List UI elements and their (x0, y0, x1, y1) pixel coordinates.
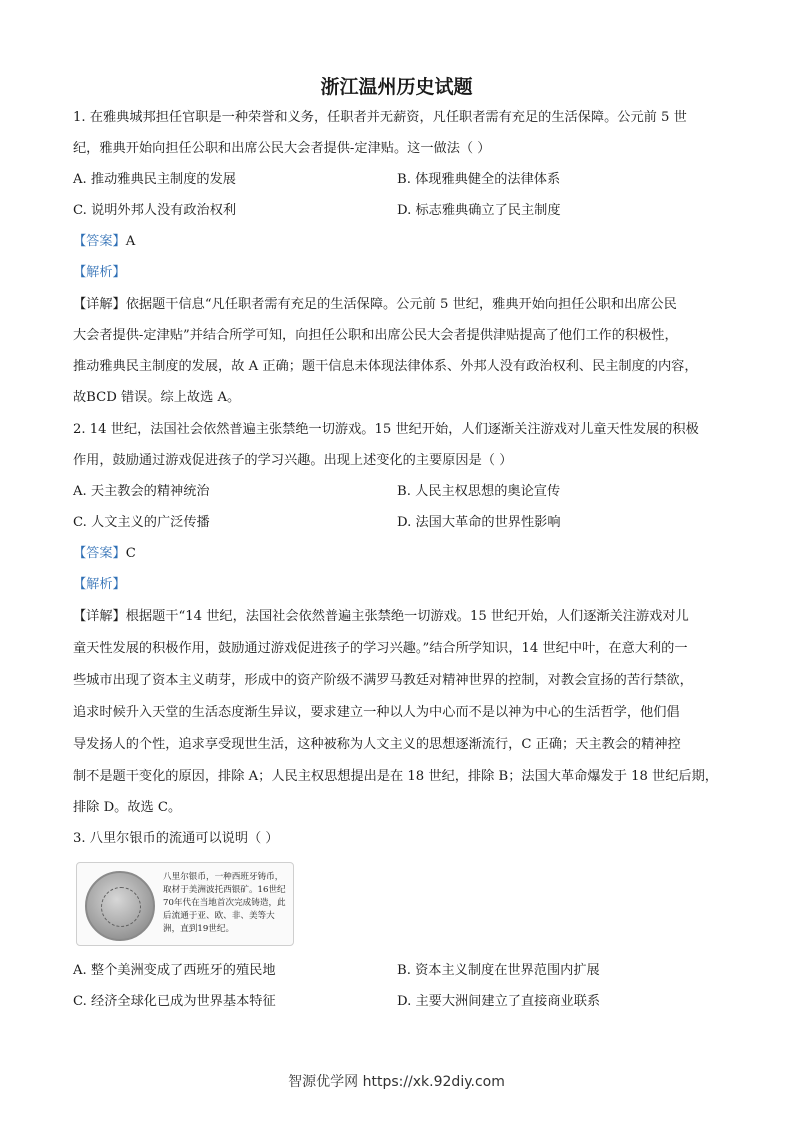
q2-answer (73, 545, 723, 563)
detail-tag: 【详解】 (73, 297, 126, 312)
q2-option-c: C. 人文主义的广泛传播 (73, 515, 210, 530)
detail-text: 依据题干信息“凡任职者需有充足的生活保障。公元前 5 世纪，雅典开始向担任公职和出席公民 (125, 297, 677, 312)
q2-detail-line-3: 些城市出现了资本主义萌芽，形成中的资产阶级不满罗马教廷对精神世界的控制，对教会宣扬的苦行禁欲， (73, 673, 693, 688)
answer-tag: 【答案】 (73, 234, 126, 249)
q1-detail-line-4: 故BCD 错误。综上故选 A。 (73, 390, 241, 405)
q3-option-d: D. 主要大洲间建立了直接商业联系 (397, 994, 601, 1009)
q2-detail-line-2: 童天性发展的积极作用，鼓励通过游戏促进孩子的学习兴趣。”结合所学知识，14 世纪中叶，在意大利的一 (73, 641, 688, 656)
q1-detail-line-3: 推动雅典民主制度的发展，故 A 正确；题干信息未体现法律体系、外邦人没有政治权利、民主制度的内容， (73, 359, 698, 374)
q1-stem-line-2: 纪，雅典开始向担任公职和出席公民大会者提供-定津贴。这一做法（ ） (73, 141, 491, 156)
q1-stem-line-1: 1. 在雅典城邦担任官职是一种荣誉和义务，任职者并无薪资，凡任职者需有充足的生活保障。公元前 5 世 (73, 110, 687, 125)
q2-detail-line-7: 排除 D。故选 C。 (73, 800, 182, 815)
answer-value: C (125, 546, 136, 561)
q1-option-d: D. 标志雅典确立了民主制度 (397, 203, 561, 218)
q2-stem-line-1: 2. 14 世纪，法国社会依然普遍主张禁绝一切游戏。15 世纪开始，人们逐渐关注游戏对儿童天性发展的积极 (73, 422, 699, 437)
q1-analysis-tag: 【解析】 (73, 265, 126, 280)
q2-detail-line-6: 制不是题干变化的原因，排除 A；人民主权思想提出是在 18 世纪，排除 B；法国大革命爆发于 18 世纪后期， (73, 769, 718, 784)
q2-stem-line-2: 作用，鼓励通过游戏促进孩子的学习兴趣。出现上述变化的主要原因是（ ） (73, 453, 513, 468)
answer-value: A (125, 234, 136, 249)
q3-option-a: A. 整个美洲变成了西班牙的殖民地 (73, 963, 276, 978)
q3-stem: 3. 八里尔银币的流通可以说明（ ） (73, 831, 279, 846)
figure-caption: 八里尔银币，一种西班牙铸币，取材于美洲波托西银矿。16世纪70年代在当地首次完成铸造，此后流通于亚、欧、非、美等大洲，直到19世纪。 (163, 872, 286, 934)
page-title: 浙江温州历史试题 (320, 76, 473, 98)
q3-option-b: B. 资本主义制度在世界范围内扩展 (397, 963, 600, 978)
q1-detail-line-2: 大会者提供-定津贴”并结合所学可知，向担任公职和出席公民大会者提供津贴提高了他们工作的积极性， (73, 328, 678, 343)
q1-detail-line-1 (73, 296, 723, 314)
q2-option-b: B. 人民主权思想的奥论宣传 (397, 484, 561, 499)
answer-tag: 【答案】 (73, 546, 126, 561)
q2-detail-line-1 (73, 608, 723, 626)
q2-detail-line-4: 追求时候升入天堂的生活态度渐生异议，要求建立一种以人为中心而不是以神为中心的生活哲学，他们倡 (73, 705, 680, 720)
detail-text: 根据题干“14 世纪，法国社会依然普遍主张禁绝一切游戏。15 世纪开始，人们逐渐关注游戏对儿 (125, 609, 689, 624)
q1-option-a: A. 推动雅典民主制度的发展 (73, 172, 236, 187)
q2-option-a: A. 天主教会的精神统治 (73, 484, 210, 499)
q2-detail-line-5: 导发扬人的个性，追求享受现世生活，这种被称为人文主义的思想逐渐流行，C 正确；天主教会的精神控 (73, 737, 681, 752)
coin-figure (76, 862, 294, 946)
silver-coin-image (85, 871, 155, 941)
footer-watermark: 智源优学网 https://xk.92diy.com (288, 1074, 505, 1090)
q1-option-c: C. 说明外邦人没有政治权利 (73, 203, 237, 218)
q1-option-b: B. 体现雅典健全的法律体系 (397, 172, 561, 187)
q3-option-c: C. 经济全球化已成为世界基本特征 (73, 994, 276, 1009)
detail-tag: 【详解】 (73, 609, 126, 624)
q1-answer (73, 233, 723, 251)
q2-option-d: D. 法国大革命的世界性影响 (397, 515, 561, 530)
q2-analysis-tag: 【解析】 (73, 577, 126, 592)
